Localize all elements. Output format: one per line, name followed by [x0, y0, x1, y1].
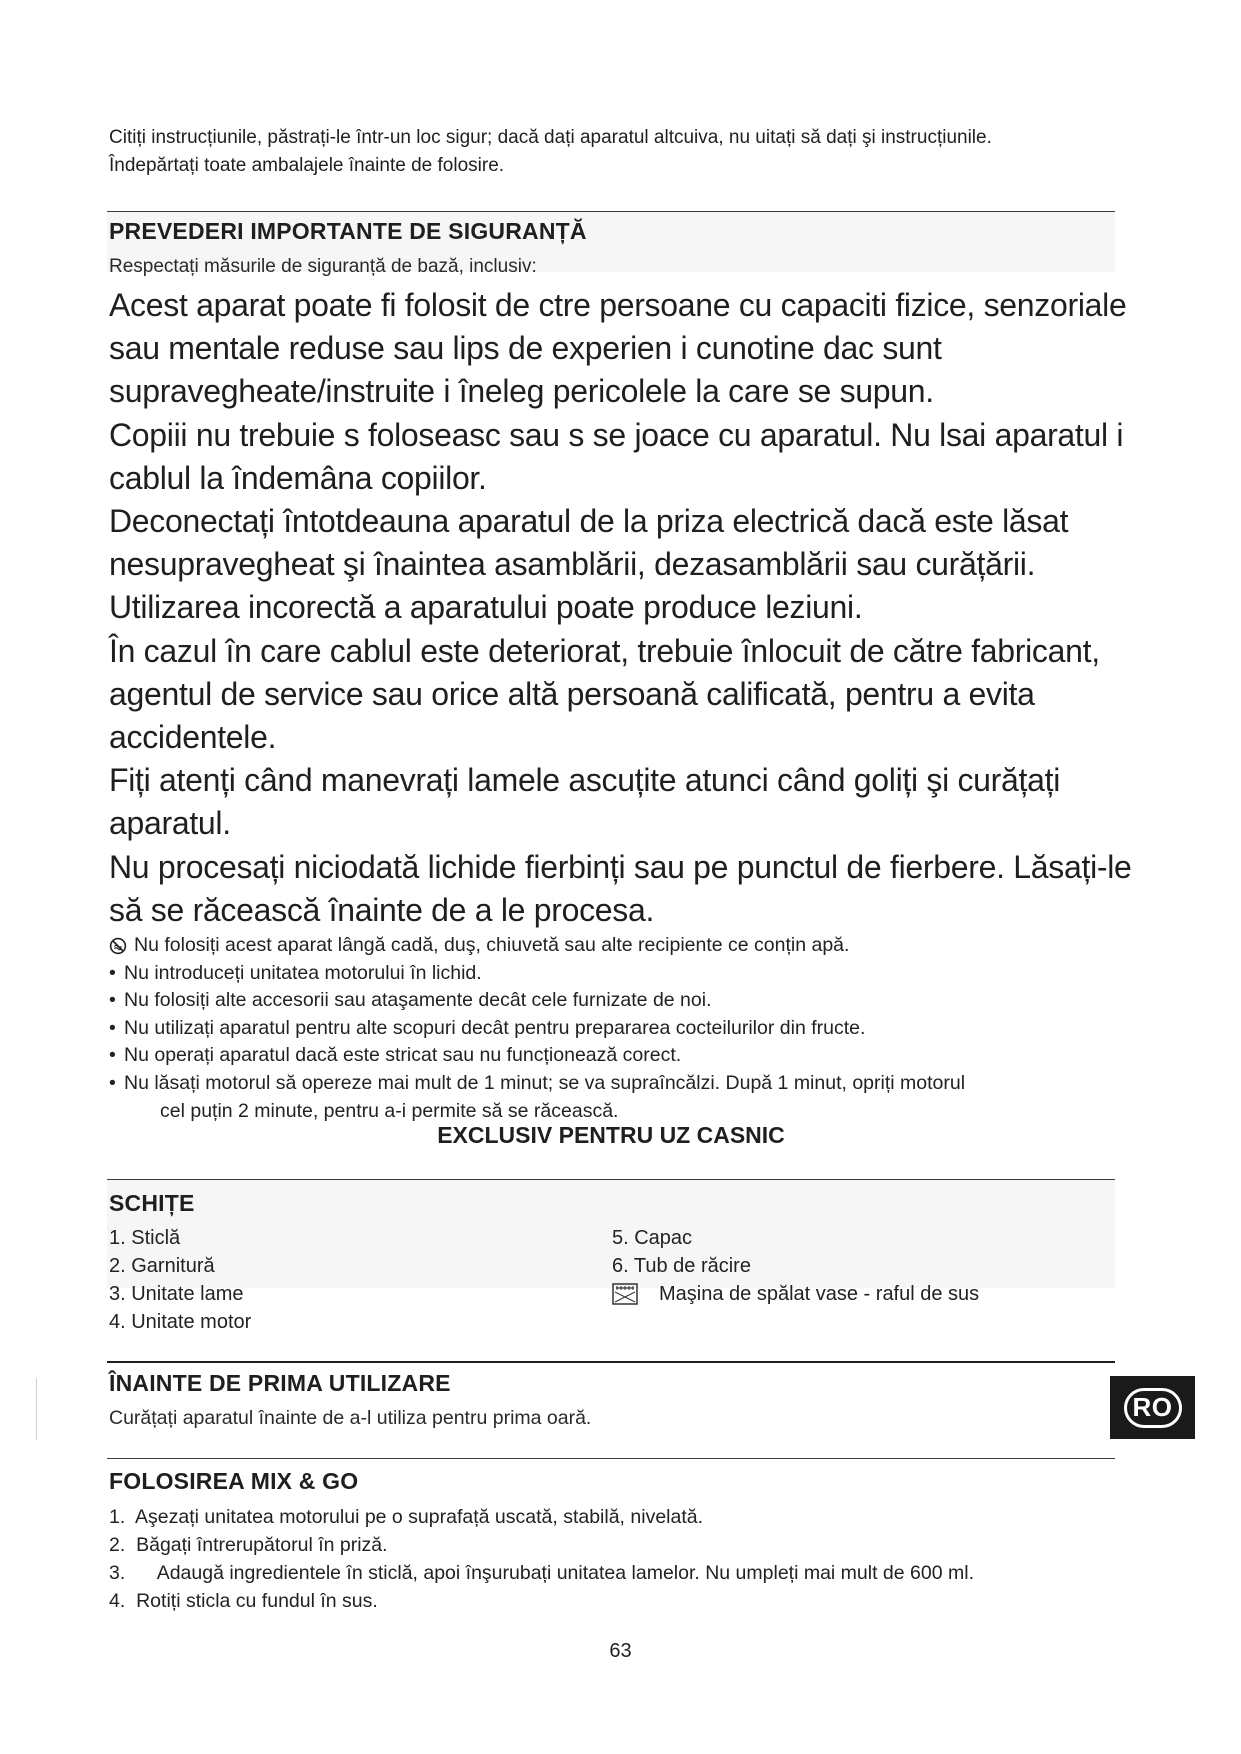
household-only-heading: EXCLUSIV PENTRU UZ CASNIC	[437, 1122, 785, 1148]
section-divider	[107, 211, 1115, 212]
list-item	[109, 932, 1109, 960]
warning-line: sau mentale reduse sau lips de experien i cunotine dac sunt	[109, 330, 942, 367]
language-code: RO	[1124, 1388, 1182, 1428]
usage-step: 3. Adaugă ingredientele în sticlă, apoi înşurubați unitatea lamelor. Nu umpleți mai mult de 600 ml.	[109, 1562, 974, 1584]
language-badge	[1110, 1376, 1195, 1439]
margin-mark	[36, 1378, 37, 1440]
warning-line: Fiți atenți când manevrați lamele ascuțite atunci când goliți şi curățați	[109, 762, 1061, 799]
before-first-use-heading: ÎNAINTE DE PRIMA UTILIZARE	[109, 1370, 451, 1396]
warning-line: Acest aparat poate fi folosit de ctre persoane cu capaciti fizice, senzoriale	[109, 287, 1127, 323]
section-divider	[107, 1458, 1115, 1459]
safety-bullets	[109, 932, 1109, 1125]
warning-line: Nu procesați niciodată lichide fierbinți sau pe punctul de fierbere. Lăsați-le	[109, 848, 1132, 885]
warning-line: În cazul în care cablul este deteriorat, trebuie înlocuit de către fabricant,	[109, 632, 1100, 669]
warning-line: supravegheate/instruite i îneleg pericolele la care se supun.	[109, 373, 934, 410]
part-item: 6. Tub de răcire	[612, 1255, 751, 1277]
warning-line: Utilizarea incorectă a aparatului poate produce leziuni.	[109, 589, 863, 626]
part-item: 5. Capac	[612, 1227, 693, 1249]
bullet-dot: •	[109, 961, 116, 984]
part-item: 4. Unitate motor	[109, 1311, 252, 1333]
intro-line: Citiți instrucțiunile, păstrați-le într-un loc sigur; dacă dați aparatul altcuiva, nu uitați să dați şi instrucțiunile.	[109, 127, 992, 148]
warning-line: cablul la îndemâna copiilor.	[109, 459, 487, 496]
bullet-text: Nu lăsați motorul să opereze mai mult de 1 minut; se va supraîncălzi. După 1 minut, opriți motorul	[124, 1071, 966, 1094]
section-divider	[107, 1179, 1115, 1180]
list-item	[109, 1042, 1109, 1070]
bullet-text: Nu folosiți acest aparat lângă cadă, duş, chiuvetă sau alte recipiente ce conțin apă.	[134, 934, 850, 956]
part-item: 2. Garnitură	[109, 1255, 215, 1277]
bullet-dot: •	[109, 1044, 116, 1067]
usage-heading: FOLOSIREA MIX & GO	[109, 1468, 359, 1494]
list-item	[109, 987, 1109, 1015]
bullet-text: Nu introduceți unitatea motorului în lichid.	[124, 961, 482, 984]
warning-line: aparatul.	[109, 805, 231, 842]
warning-line: Copiii nu trebuie s foloseasc sau s se joace cu aparatul. Nu lsai aparatul i	[109, 416, 1124, 453]
before-first-use-text: Curățați aparatul înainte de a-l utiliza pentru prima oară.	[109, 1407, 592, 1429]
sketches-heading: SCHIȚE	[109, 1190, 195, 1216]
warning-line: să se răcească înainte de a le procesa.	[109, 891, 655, 928]
bullet-continuation: cel puțin 2 minute, pentru a-i permite să se răcească.	[160, 1099, 619, 1122]
page-number: 63	[609, 1640, 632, 1662]
parts-list-left	[109, 1224, 251, 1336]
bullet-text: Nu operați aparatul dacă este stricat sau nu funcționează corect.	[124, 1044, 682, 1067]
prohibited-water-icon	[109, 937, 127, 955]
usage-step: 2. Băgați întrerupătorul în priză.	[109, 1534, 388, 1556]
dishwasher-text: Maşina de spălat vase - raful de sus	[659, 1283, 980, 1305]
intro-text	[109, 124, 1129, 180]
warning-line: nesupravegheat şi înaintea asamblării, dezasamblării sau curățării.	[109, 546, 1036, 583]
list-item	[109, 960, 1109, 988]
list-item	[109, 1015, 1109, 1043]
warning-line: agentul de service sau orice altă persoană calificată, pentru a evita	[109, 675, 1035, 712]
intro-line: Îndepărtați toate ambalajele înainte de folosire.	[109, 155, 505, 176]
usage-step: 1. Aşezați unitatea motorului pe o suprafață uscată, stabilă, nivelată.	[109, 1506, 704, 1528]
safety-subheading: Respectați măsurile de siguranță de bază, inclusiv:	[109, 256, 537, 277]
safety-warnings	[109, 284, 1132, 932]
bullet-dot: •	[109, 1016, 116, 1039]
warning-line: Deconectați întotdeauna aparatul de la priza electrică dacă este lăsat	[109, 503, 1069, 540]
part-item: 3. Unitate lame	[109, 1283, 244, 1305]
usage-steps	[109, 1503, 974, 1615]
bullet-dot: •	[109, 989, 116, 1012]
warning-line: accidentele.	[109, 719, 277, 756]
section-divider	[107, 1361, 1115, 1363]
bullet-text: Nu folosiți alte accesorii sau ataşamente decât cele furnizate de noi.	[124, 989, 712, 1012]
usage-step: 4. Rotiți sticla cu fundul în sus.	[109, 1590, 378, 1612]
part-item: 1. Sticlă	[109, 1227, 181, 1249]
list-item	[109, 1070, 1109, 1098]
dishwasher-note	[612, 1280, 979, 1308]
bullet-text: Nu utilizați aparatul pentru alte scopuri decât pentru prepararea cocteilurilor din fructe.	[124, 1016, 866, 1039]
bullet-dot: •	[109, 1071, 116, 1094]
dishwasher-top-rack-icon	[612, 1283, 638, 1305]
safety-heading: PREVEDERI IMPORTANTE DE SIGURANȚĂ	[109, 218, 587, 244]
parts-list-right	[612, 1224, 979, 1313]
